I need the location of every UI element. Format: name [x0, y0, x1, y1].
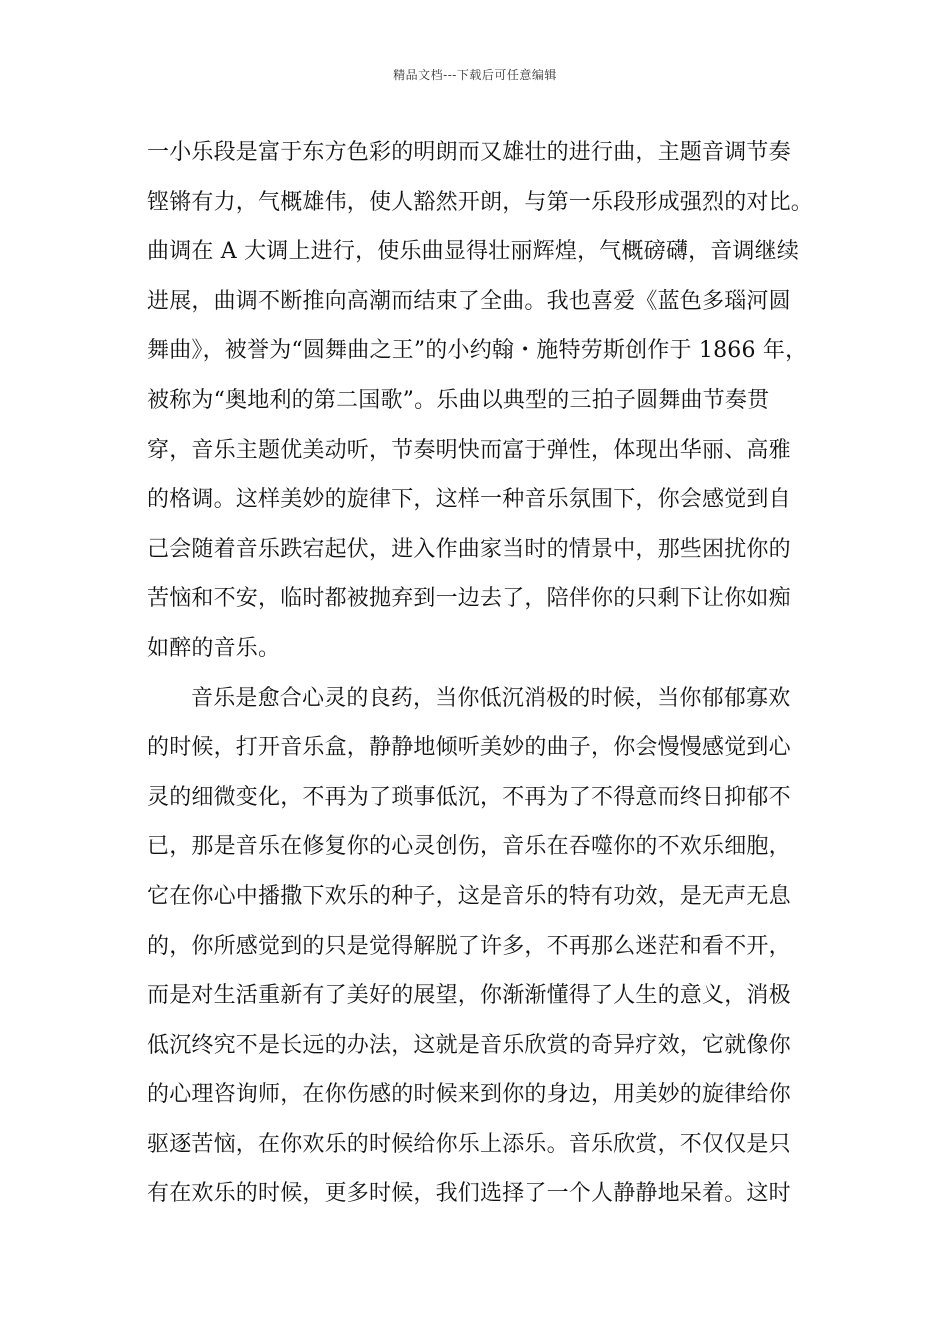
paragraph-2: [147, 674, 827, 1220]
text-line: 进展，曲调不断推向高潮而结束了全曲。我也喜爱《蓝色多瑙河圆: [147, 288, 791, 314]
text-line: 被称为“奥地利的第二国歌”。乐曲以典型的三拍子圆舞曲节奏贯: [147, 387, 770, 413]
text-line: 舞曲》，被誉为“圆舞曲之王”的小约翰・施特劳斯创作于 1866 年，: [147, 338, 808, 364]
text-line: 的格调。这样美妙的旋律下，这样一种音乐氛围下，你会感觉到自: [147, 487, 791, 513]
text-line: 灵的细微变化，不再为了琐事低沉，不再为了不得意而终日抑郁不: [147, 784, 791, 810]
text-line: 铿锵有力，气概雄伟，使人豁然开朗，与第一乐段形成强烈的对比。: [147, 189, 814, 215]
page-header: 精品文档---下载后可任意编辑: [393, 68, 557, 82]
text-line: 一小乐段是富于东方色彩的明朗而又雄壮的进行曲，主题音调节奏: [147, 140, 791, 165]
text-line: 的时候，打开音乐盒，静静地倾听美妙的曲子，你会慢慢感觉到心: [147, 735, 791, 761]
text-line: 已，那是音乐在修复你的心灵创伤，音乐在吞噬你的不欢乐细胞，: [147, 834, 791, 860]
text-line: 如醉的音乐。: [147, 635, 281, 661]
text-line: 它在你心中播撒下欢乐的种子，这是音乐的特有功效，是无声无息: [147, 883, 791, 909]
paragraph-1: [147, 128, 827, 674]
text-line: 苦恼和不安，临时都被抛弃到一边去了，陪伴你的只剩下让你如痴: [147, 586, 791, 612]
text-line: 驱逐苦恼，在你欢乐的时候给你乐上添乐。音乐欣赏，不仅仅是只: [147, 1131, 791, 1157]
text-line: 曲调在 A 大调上进行，使乐曲显得壮丽辉煌，气概磅礴，音调继续: [147, 239, 800, 265]
text-line: 有在欢乐的时候，更多时候，我们选择了一个人静静地呆着。这时: [147, 1181, 791, 1207]
text-line: 的，你所感觉到的只是觉得解脱了许多，不再那么迷茫和看不开，: [147, 933, 791, 959]
text-line: 低沉终究不是长远的办法，这就是音乐欣赏的奇异疗效，它就像你: [147, 1032, 791, 1058]
text-line: 的心理咨询师，在你伤感的时候来到你的身边，用美妙的旋律给你: [147, 1082, 791, 1108]
text-line: 穿，音乐主题优美动听，节奏明快而富于弹性，体现出华丽、高雅: [147, 437, 791, 463]
text-line: 而是对生活重新有了美好的展望，你渐渐懂得了人生的意义，消极: [147, 983, 791, 1009]
text-line: 己会随着音乐跌宕起伏，进入作曲家当时的情景中，那些困扰你的: [147, 536, 791, 562]
text-line: 音乐是愈合心灵的良药，当你低沉消极的时候，当你郁郁寡欢: [191, 685, 791, 711]
document-body: [147, 128, 827, 1219]
